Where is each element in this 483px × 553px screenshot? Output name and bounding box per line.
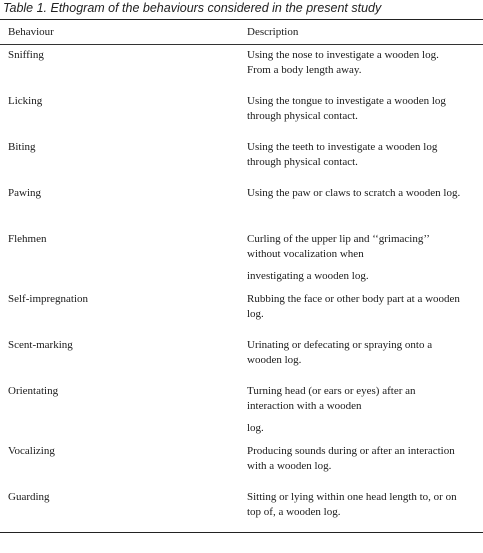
- behaviour-description: [247, 490, 477, 520]
- behaviour-description-continued: [247, 421, 477, 436]
- description-line: without vocalization when: [247, 248, 364, 260]
- behaviour-description: [247, 444, 477, 474]
- description-line: Using the teeth to investigate a wooden log: [247, 141, 438, 153]
- behaviour-description: [247, 292, 477, 322]
- behaviour-name: Biting: [8, 141, 36, 153]
- behaviour-name: Sniffing: [8, 49, 44, 61]
- description-line: through physical contact.: [247, 110, 358, 122]
- description-line: Curling of the upper lip and ‘‘grimacing’’: [247, 233, 430, 245]
- description-line: log.: [247, 308, 264, 320]
- behaviour-name: Scent-marking: [8, 339, 73, 351]
- description-line: with a wooden log.: [247, 460, 332, 472]
- behaviour-description: [247, 140, 477, 170]
- behaviour-description: [247, 48, 477, 78]
- behaviour-description: [247, 232, 477, 262]
- description-line: Turning head (or ears or eyes) after an: [247, 385, 416, 397]
- description-line: top of, a wooden log.: [247, 506, 341, 518]
- behaviour-name: Guarding: [8, 491, 50, 503]
- behaviour-description-continued: [247, 269, 477, 284]
- table-bottom-rule: [0, 532, 483, 533]
- behaviour-name: Licking: [8, 95, 43, 107]
- description-line: Sitting or lying within one head length to, or on: [247, 491, 457, 503]
- description-line: Producing sounds during or after an interaction: [247, 445, 455, 457]
- description-line: Using the paw or claws to scratch a wooden log.: [247, 187, 461, 199]
- behaviour-name: Orientating: [8, 385, 59, 397]
- description-line: Using the nose to investigate a wooden log.: [247, 49, 439, 61]
- description-line: interaction with a wooden: [247, 400, 362, 412]
- header-description: Description: [247, 26, 299, 38]
- description-line: investigating a wooden log.: [247, 270, 369, 282]
- description-line: through physical contact.: [247, 156, 358, 168]
- behaviour-description: [247, 338, 477, 368]
- behaviour-name: Flehmen: [8, 233, 47, 245]
- description-line: wooden log.: [247, 354, 302, 366]
- behaviour-description: [247, 94, 477, 124]
- behaviour-name: Vocalizing: [8, 445, 55, 457]
- description-line: log.: [247, 422, 264, 434]
- table-header-rule: [0, 44, 483, 45]
- behaviour-description: [247, 384, 477, 414]
- description-line: Rubbing the face or other body part at a wooden: [247, 293, 460, 305]
- description-line: Urinating or defecating or spraying onto a: [247, 339, 433, 351]
- behaviour-name: Self-impregnation: [8, 293, 89, 305]
- behaviour-name: Pawing: [8, 187, 41, 199]
- table-top-rule: [0, 19, 483, 20]
- header-behaviour: Behaviour: [8, 26, 54, 38]
- table-caption: Table 1. Ethogram of the behaviours considered in the present study: [3, 1, 382, 15]
- behaviour-description: [247, 186, 477, 201]
- description-line: From a body length away.: [247, 64, 362, 76]
- description-line: Using the tongue to investigate a wooden log: [247, 95, 446, 107]
